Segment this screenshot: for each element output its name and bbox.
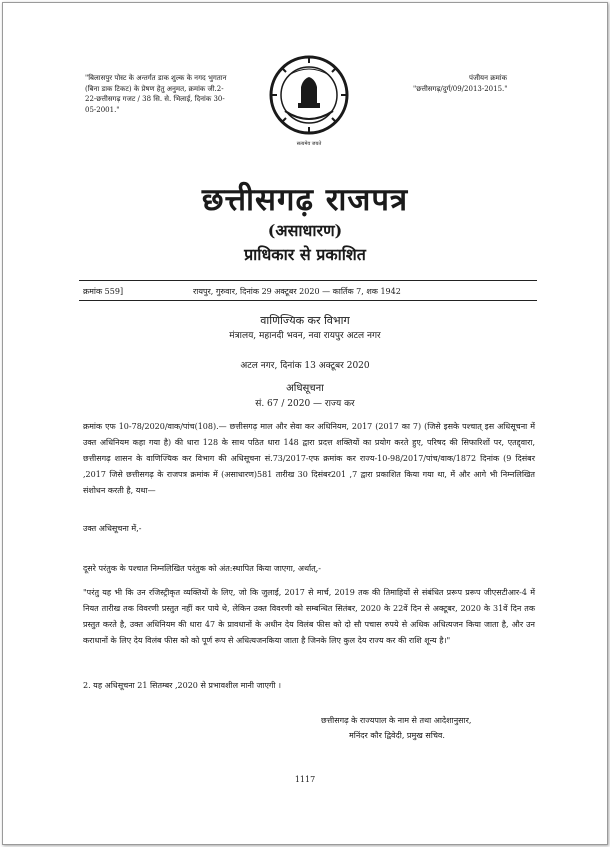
gazette-title: छत्तीसगढ़ राजपत्र [201, 182, 409, 218]
registration-label: पंजीयन क्रमांक [469, 74, 507, 82]
signature-authority: छत्तीसगढ़ के राज्यपाल के नाम से तथा आदेशानुसार, [321, 716, 472, 725]
issue-date: रायपुर, गुरुवार, दिनांक 29 अक्टूबर 2020 — कार्तिक 7, शक 1942 [193, 287, 401, 296]
notification-number: सं. 67 / 2020 — राज्य कर [255, 399, 355, 409]
notification-heading: अधिसूचना [286, 383, 324, 394]
bottom-divider [79, 300, 537, 301]
registration-number: "छत्तीसगढ़/दुर्ग/09/2013-2015." [413, 84, 508, 93]
notification-paragraph-1: क्रमांक एफ 10-78/2020/वाक/पांच(108).— छत्तीसगढ़ माल और सेवा कर अधिनियम, 2017 (2017 का 7) (जिसे इसके पश्चात् इस अधिसूचना में उक्त अधिनियम कहा गया है) की धारा 128 के साथ पठित धारा 148 द्वारा प्रदत्त शक्तियों का प्रयोग करते हुए, परिषद की सिफारिशों पर, एतद्द्वारा, छत्तीसगढ़ शासन के वाणिज्यिक कर विभाग की अधिसूचना सं.73/2017-एफ क्रमांक कर राज्य-10-98/2017/पांच/वाक/1872 दिनांक (9 दिसंबर ,2017 जिसे छत्तीसगढ़ के राजपत्र क्रमांक में (असाधारण)581 तारीख 30 दिसंबर201 ,7 द्वारा प्रकाशित किया गया था, में और आगे भी निम्नलिखित संशोधन करती है, यथा— [83, 422, 535, 495]
notification-line-2: उक्त अधिसूचना में,- [83, 524, 142, 533]
top-divider [79, 280, 537, 281]
state-emblem-icon [265, 53, 353, 153]
emblem-motto: सत्यमेव जयते [296, 141, 322, 147]
signature-name: मनिंदर कौर द्विवेदी, प्रमुख सचिव. [349, 731, 445, 740]
notification-place-date: अटल नगर, दिनांक 13 अक्टूबर 2020 [240, 361, 370, 371]
gazette-authority: प्राधिकार से प्रकाशित [244, 245, 366, 264]
department-name: वाणिज्यिक कर विभाग [260, 314, 350, 327]
postal-note: "बिलासपुर पोस्ट के अन्तर्गत डाक शुल्क के नगद भुगतान (बिना डाक टिकट) के प्रेषण हेतु अनुमत, क्रमांक जी.2-22-छत्तीसगढ़ गजट / 38 सि. से. भिलाई, दिनांक 30-05-2001." [85, 74, 227, 114]
department-address: मंत्रालय, महानदी भवन, नवा रायपुर अटल नगर [229, 331, 381, 341]
gazette-subtitle: (असाधारण) [267, 221, 343, 240]
notification-paragraph-4: "परंतु यह भी कि उन रजिस्ट्रीकृत व्यक्तियों के लिए, जो कि जुलाई, 2017 से मार्च, 2019 तक की तिमाहियों से संबंधित प्ररूप प्ररूप जीएसटीआर-4 में नियत तारीख तक विवरणी प्रस्तुत नहीं कर पाये थे, लेकिन उक्त विवरणी को सम्बन्धित सितंबर, 2020 के 22वें दिन से अक्टूबर, 2020 के 31वें दिन तक प्रस्तुत करते है, उक्त अधिनियम की धारा 47 के प्रावधानों के अधीन देय विलंब फीस को दो सौ पचास रुपये से अधिक अधित्यजन किया जाता है, और उन कराधानों के लिए देय विलंब फीस को को पूर्ण रूप से अधित्यजनकिया जाता है जिनके लिए कुल देय राज्य कर की राशि शून्य है।" [83, 588, 535, 645]
notification-line-5: 2. यह अधिसूचना 21 सितम्बर ,2020 से प्रभावशील मानी जाएगी । [83, 681, 282, 690]
issue-number: क्रमांक 559] [83, 287, 124, 296]
registration-block [413, 73, 563, 94]
notification-line-3: दूसरे परंतुक के पश्चात निम्नलिखित परंतुक को अंत:स्थापित किया जाएगा, अर्थात्,- [83, 564, 321, 573]
page-number: 1117 [294, 775, 316, 784]
gazette-page [2, 2, 608, 845]
